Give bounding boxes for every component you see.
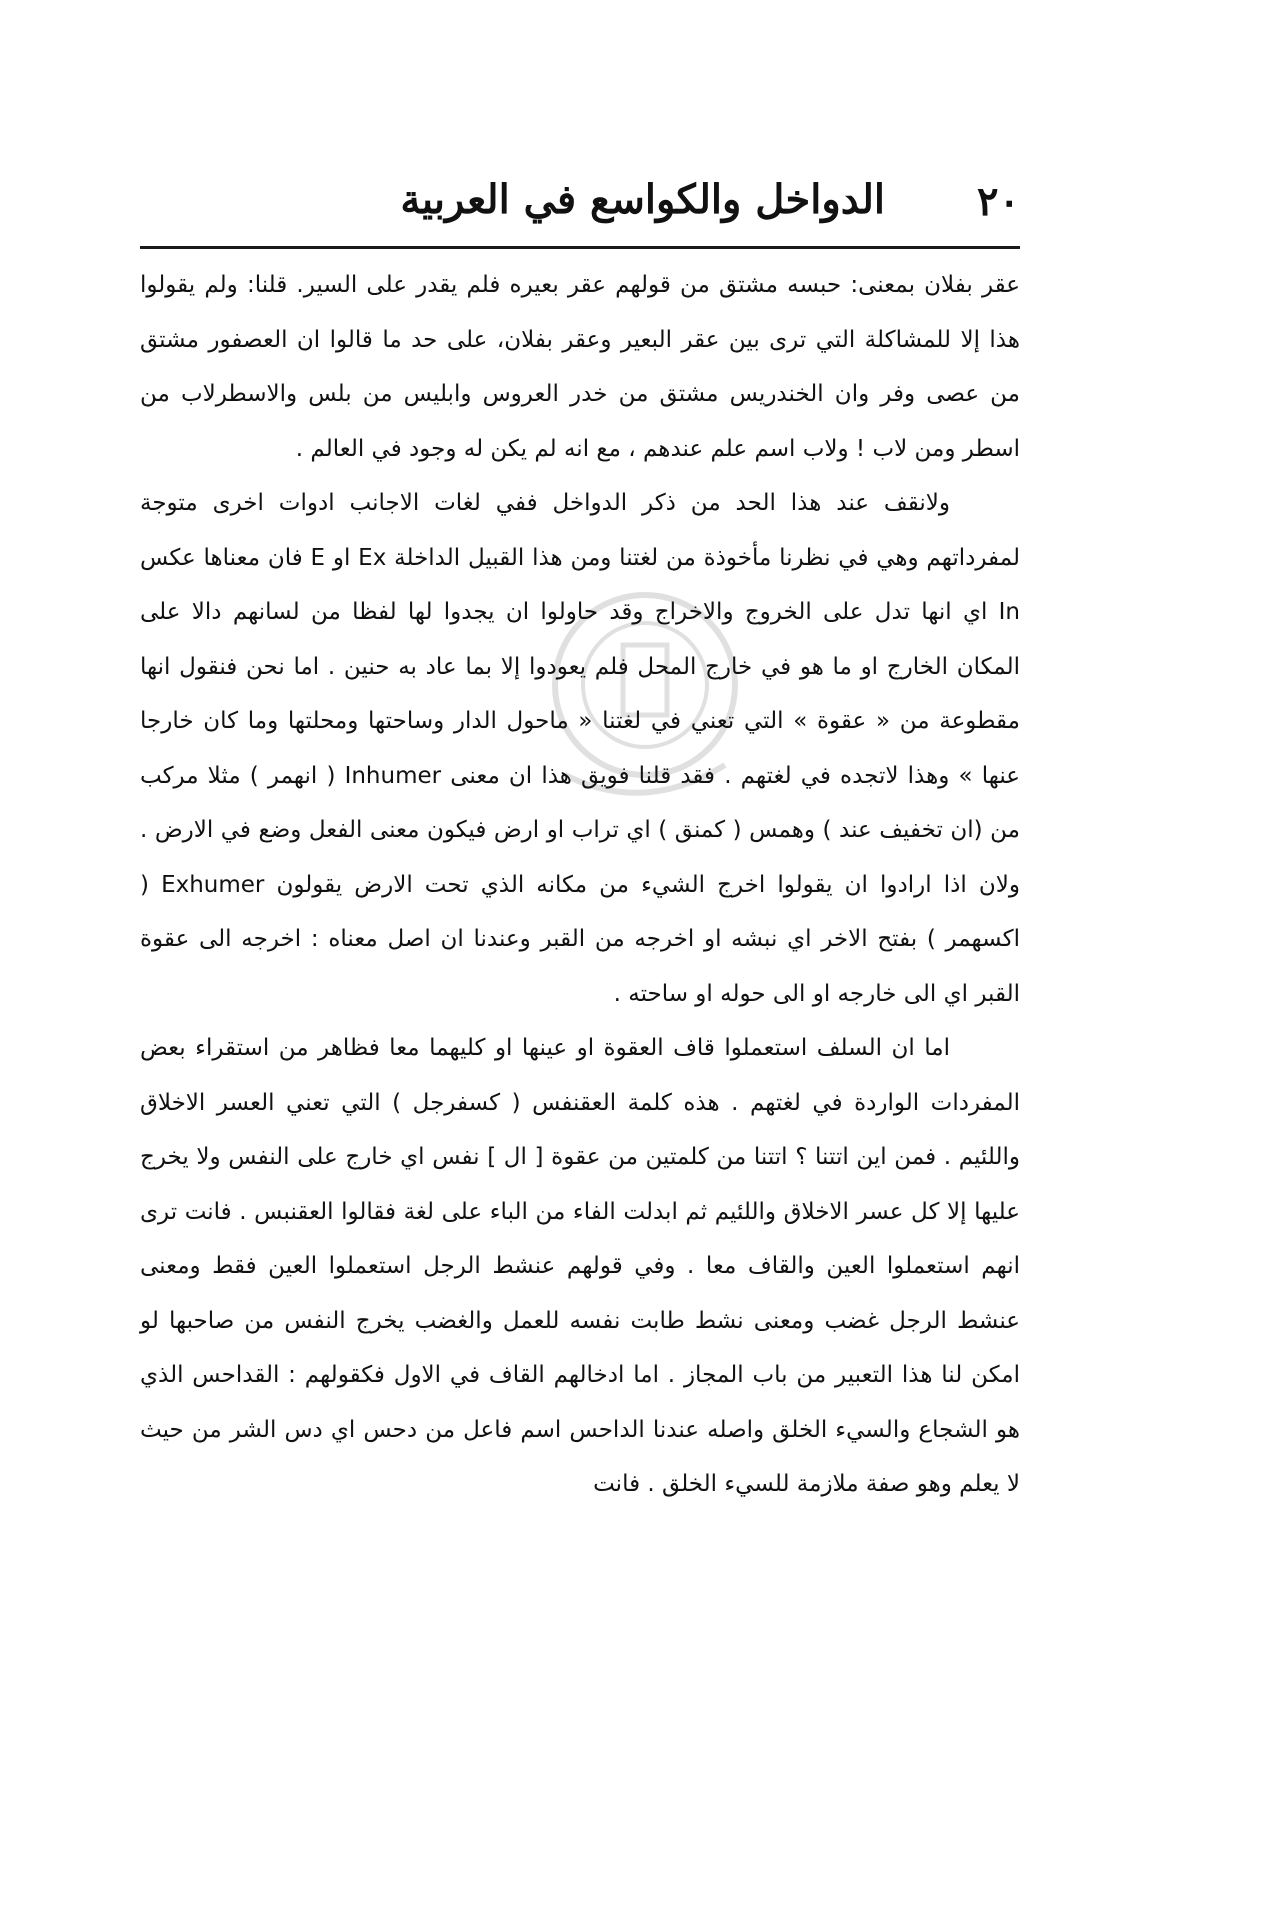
page-header bbox=[140, 170, 1020, 240]
running-title: الدواخل والكواسع في العربية bbox=[400, 176, 885, 223]
page-number: ٢٠ bbox=[977, 178, 1020, 225]
paragraph-1: عقر بفلان بمعنى: حبسه مشتق من قولهم عقر بعيره فلم يقدر على السير. قلنا: ولم يقولوا هذا إلا للمشاكلة التي ترى بين عقر البعير وعقر بفلان، على حد ما قالوا ان العصفور مشتق من عصى وفر وان الخندريس مشتق من خدر العروس وابليس من بلس والاسطرلاب من اسطر ومن لاب ! ولاب اسم علم عندهم ، مع انه لم يكن له وجود في العالم . bbox=[140, 272, 1020, 462]
body-text bbox=[140, 258, 1020, 1512]
header-rule bbox=[140, 246, 1020, 249]
paragraph-3: اما ان السلف استعملوا قاف العقوة او عينها او كليهما معا فظاهر من استقراء بعض المفردات الواردة في لغتهم . هذه كلمة العقنفس ( كسفرجل ) التي تعني العسر الاخلاق واللئيم . فمن اين اتتنا ؟ اتتنا من كلمتين من عقوة [ ال ] نفس اي خارج على النفس ولا يخرج عليها إلا كل عسر الاخلاق واللئيم ثم ابدلت الفاء من الباء على لغة فقالوا العقنبس . فانت ترى انهم استعملوا العين والقاف معا . وفي قولهم عنشط الرجل استعملوا العين فقط ومعنى عنشط الرجل غضب ومعنى نشط طابت نفسه للعمل والغضب يخرج النفس من صاحبها لو امكن لنا هذا التعبير من باب المجاز . اما ادخالهم القاف في الاول فكقولهم : القداحس الذي هو الشجاع والسيء الخلق واصله عندنا الداحس اسم فاعل من دحس اي دس الشر من حيث لا يعلم وهو صفة ملازمة للسيء الخلق . فانت bbox=[140, 1035, 1020, 1497]
paragraph-2: ولانقف عند هذا الحد من ذكر الدواخل ففي لغات الاجانب ادوات اخرى متوجة لمفرداتهم وهي في نظرنا مأخوذة من لغتنا ومن هذا القبيل الداخلة Ex او E فان معناها عكس In اي انها تدل على الخروج والاخراج وقد حاولوا ان يجدوا لها لفظا من لسانهم دالا على المكان الخارج او ما هو في خارج المحل فلم يعودوا إلا بما عاد به حنين . اما نحن فنقول انها مقطوعة من « عقوة » التي تعني في لغتنا « ماحول الدار وساحتها ومحلتها وما كان خارجا عنها » وهذا لاتجده في لغتهم . فقد قلنا فويق هذا ان معنى Inhumer ( انهمر ) مثلا مركب من (ان تخفيف عند ) وهمس ( كمنق ) اي تراب او ارض فيكون معنى الفعل وضع في الارض . ولان اذا ارادوا ان يقولوا اخرج الشيء من مكانه الذي تحت الارض يقولون Exhumer ( اكسهمر ) بفتح الاخر اي نبشه او اخرجه من القبر وعندنا ان اصل معناه : اخرجه الى عقوة القبر اي الى خارجه او الى حوله او ساحته . bbox=[140, 490, 1021, 1007]
